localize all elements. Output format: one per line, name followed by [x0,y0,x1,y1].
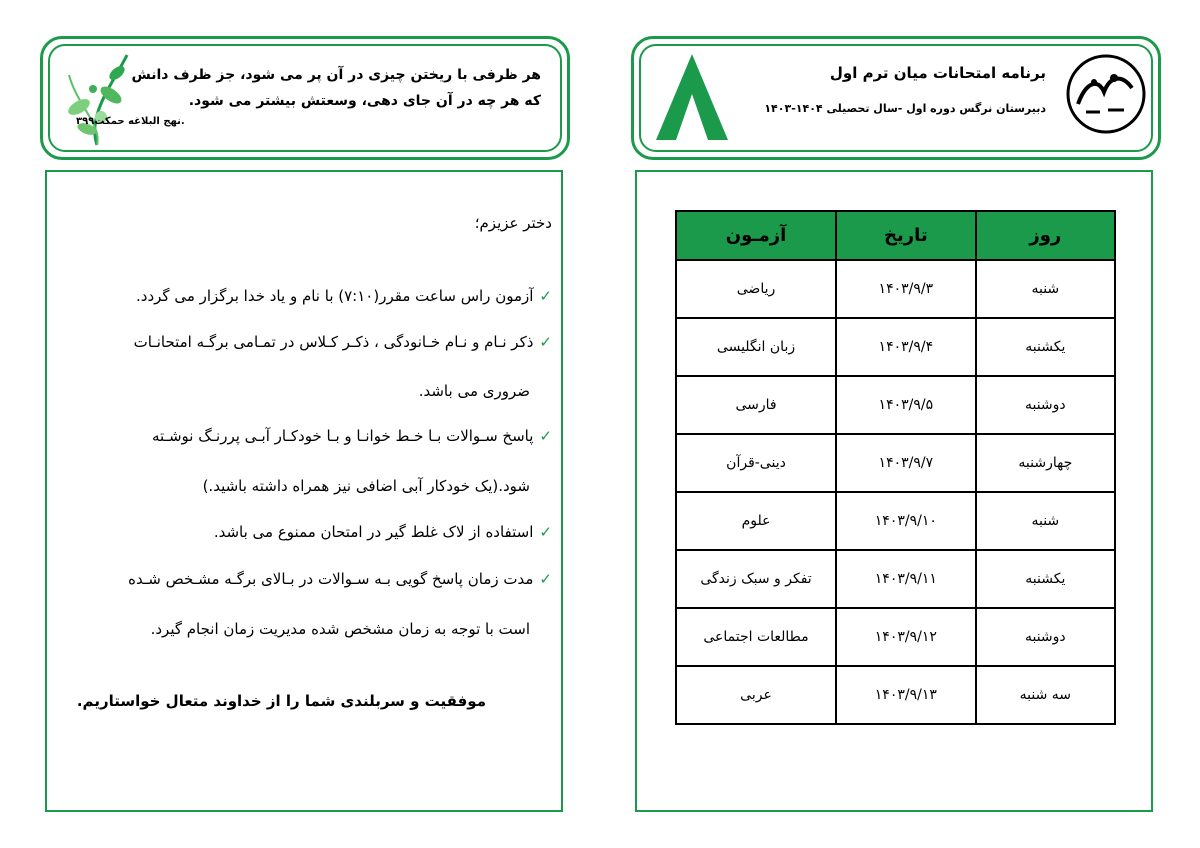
day-cell: دوشنبه [976,608,1115,666]
instruction-item-continued: است با توجه به زمان مشخص شده مدیریت زمان انجام گیرد. [150,620,530,638]
check-icon: ✓ [539,427,552,445]
date-cell: ۱۴۰۳/۹/۱۳ [836,666,976,724]
quote-line-1: هر ظرفی با ریختن چیزی در آن پر می شود، جز ظرف دانش [131,67,541,83]
check-icon: ✓ [539,333,552,351]
exam-schedule-table [675,210,1116,725]
quote-source: .نهج البلاغه حمکت۳۹۹ [76,116,185,127]
exam-cell: تفکر و سبک زندگی [676,550,836,608]
exam-cell: فارسی [676,376,836,434]
instruction-item-continued: ضروری می باشد. [418,382,530,400]
table-row [676,492,1115,550]
quote-banner [40,36,570,160]
column-header-day: روز [976,211,1115,260]
quote-line-2: که هر چه در آن جای دهی، وسعتش بیشتر می شود. [188,93,541,109]
greeting-text: دختر عزیزم؛ [474,214,552,232]
instruction-item: ✓ذکر نـام و نـام خـانودگی ، ذکـر کـلاس در تمـامی برگـه امتحانـات [133,333,552,351]
check-icon: ✓ [539,523,552,541]
date-cell: ۱۴۰۳/۹/۱۱ [836,550,976,608]
exam-cell: علوم [676,492,836,550]
date-cell: ۱۴۰۳/۹/۱۰ [836,492,976,550]
floral-ornament-icon [57,45,137,151]
exam-cell: عربی [676,666,836,724]
table-row [676,608,1115,666]
day-cell: دوشنبه [976,376,1115,434]
column-header-date: تاریخ [836,211,976,260]
table-header-row [676,211,1115,260]
day-cell: سه شنبه [976,666,1115,724]
day-cell: شنبه [976,260,1115,318]
school-subtitle: دبیرستان نرگس دوره اول -سال تحصیلی ۱۴۰۴-۱۴۰۳ [764,102,1046,115]
closing-text: موفقیت و سربلندی شما را از خداوند متعال خواستاریم. [76,692,486,710]
column-header-exam: آزمـون [676,211,836,260]
check-icon: ✓ [539,570,552,588]
day-cell: شنبه [976,492,1115,550]
exam-cell: مطالعات اجتماعی [676,608,836,666]
table-row [676,260,1115,318]
table-row [676,318,1115,376]
day-cell: یکشنبه [976,550,1115,608]
date-cell: ۱۴۰۳/۹/۴ [836,318,976,376]
exam-cell: زبان انگلیسی [676,318,836,376]
instruction-item: ✓پاسخ سـوالات بـا خـط خوانـا و بـا خودکـار آبـی پررنـگ نوشـته [151,427,552,445]
table-row [676,376,1115,434]
exam-cell: ریاضی [676,260,836,318]
check-icon: ✓ [539,287,552,305]
table-row [676,550,1115,608]
date-cell: ۱۴۰۳/۹/۳ [836,260,976,318]
page-title: برنامه امتحانات میان ترم اول [829,64,1046,82]
table-row [676,434,1115,492]
date-cell: ۱۴۰۳/۹/۵ [836,376,976,434]
table-row [676,666,1115,724]
date-cell: ۱۴۰۳/۹/۷ [836,434,976,492]
instruction-item-continued: شود.(یک خودکار آبی اضافی نیز همراه داشته باشید.) [202,477,530,495]
big-number-eight-icon [652,48,732,148]
day-cell: یکشنبه [976,318,1115,376]
instruction-item: ✓مدت زمان پاسخ گویی بـه سـوالات در بـالای برگـه مشـخص شـده [128,570,552,588]
exam-cell: دینی-قرآن [676,434,836,492]
school-logo-icon [1064,52,1148,136]
instruction-item: ✓آزمون راس ساعت مقرر(۷:۱۰) با نام و یاد خدا برگزار می گردد. [136,287,552,305]
instruction-item: ✓استفاده از لاک غلط گیر در امتحان ممنوع می باشد. [213,523,552,541]
day-cell: چهارشنبه [976,434,1115,492]
date-cell: ۱۴۰۳/۹/۱۲ [836,608,976,666]
